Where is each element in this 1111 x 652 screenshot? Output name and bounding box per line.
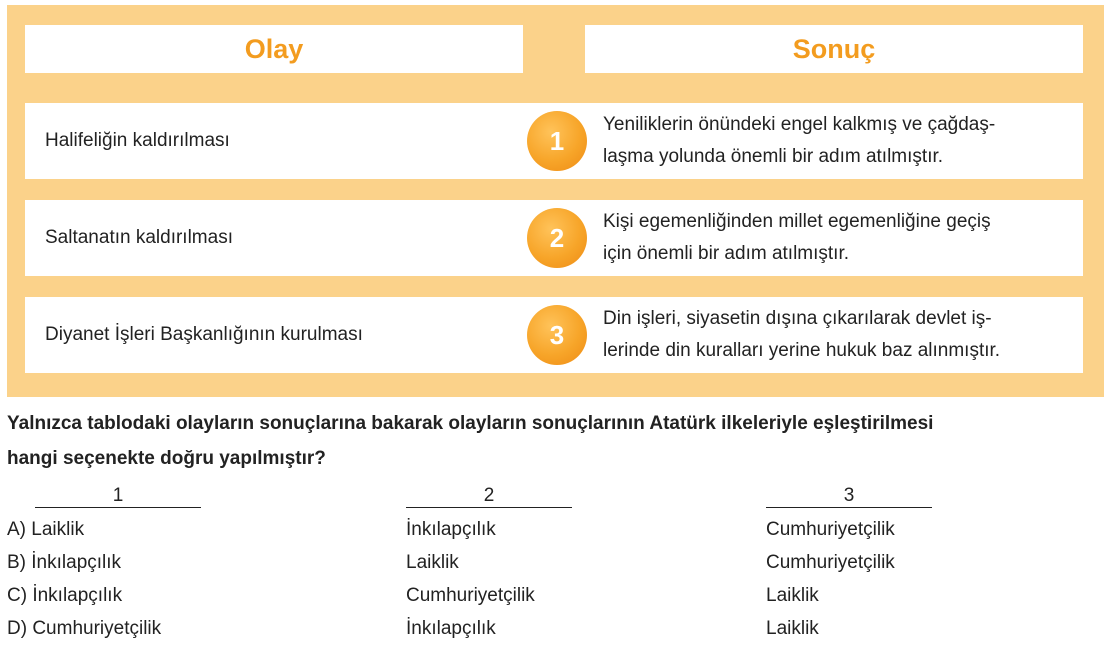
result-line: Yeniliklerin önündeki engel kalkmış ve çağdaş- (603, 114, 996, 135)
number-label: 1 (527, 111, 587, 171)
column-header-3: 3 (766, 485, 932, 508)
question-text (7, 406, 1102, 476)
number-badge (521, 202, 593, 274)
table-row (25, 297, 1083, 373)
question-line: Yalnızca tablodaki olayların sonuçlarına bakarak olayların sonuçlarının Atatürk ilkeleriyle eşleştirilmesi (7, 413, 934, 434)
question-line: hangi seçenekte doğru yapılmıştır? (7, 448, 326, 469)
column-header-2: 2 (406, 485, 572, 508)
option-col3: Laiklik (766, 585, 819, 606)
result-line: Din işleri, siyasetin dışına çıkarılarak devlet iş- (603, 308, 992, 329)
column-header-1: 1 (35, 485, 201, 508)
number-label: 3 (527, 305, 587, 365)
event-result-table (7, 5, 1104, 397)
option-label: A) Laiklik (7, 519, 85, 540)
option-label: B) İnkılapçılık (7, 552, 122, 573)
result-line: Kişi egemenliğinden millet egemenliğine geçiş (603, 211, 991, 232)
option-col2: Laiklik (406, 552, 459, 573)
result-line: laşma yolunda önemli bir adım atılmıştır. (603, 146, 944, 167)
table-row (25, 103, 1083, 179)
result-text (603, 200, 1067, 276)
number-badge (521, 105, 593, 177)
event-text: Diyanet İşleri Başkanlığının kurulması (45, 324, 363, 345)
header-event: Olay (25, 25, 523, 73)
result-text (603, 103, 1067, 179)
option-label: C) İnkılapçılık (7, 585, 123, 606)
option-col3: Cumhuriyetçilik (766, 519, 895, 540)
option-col2: Cumhuriyetçilik (406, 585, 535, 606)
result-line: lerinde din kuralları yerine hukuk baz alınmıştır. (603, 340, 1001, 361)
number-badge (521, 299, 593, 371)
result-text (603, 297, 1067, 373)
event-text: Halifeliğin kaldırılması (45, 130, 230, 151)
event-text: Saltanatın kaldırılması (45, 227, 233, 248)
option-col2: İnkılapçılık (406, 618, 496, 639)
table-row (25, 200, 1083, 276)
number-label: 2 (527, 208, 587, 268)
option-col3: Laiklik (766, 618, 819, 639)
header-result: Sonuç (585, 25, 1083, 73)
option-label: D) Cumhuriyetçilik (7, 618, 162, 639)
option-col3: Cumhuriyetçilik (766, 552, 895, 573)
result-line: için önemli bir adım atılmıştır. (603, 243, 850, 264)
option-col2: İnkılapçılık (406, 519, 496, 540)
